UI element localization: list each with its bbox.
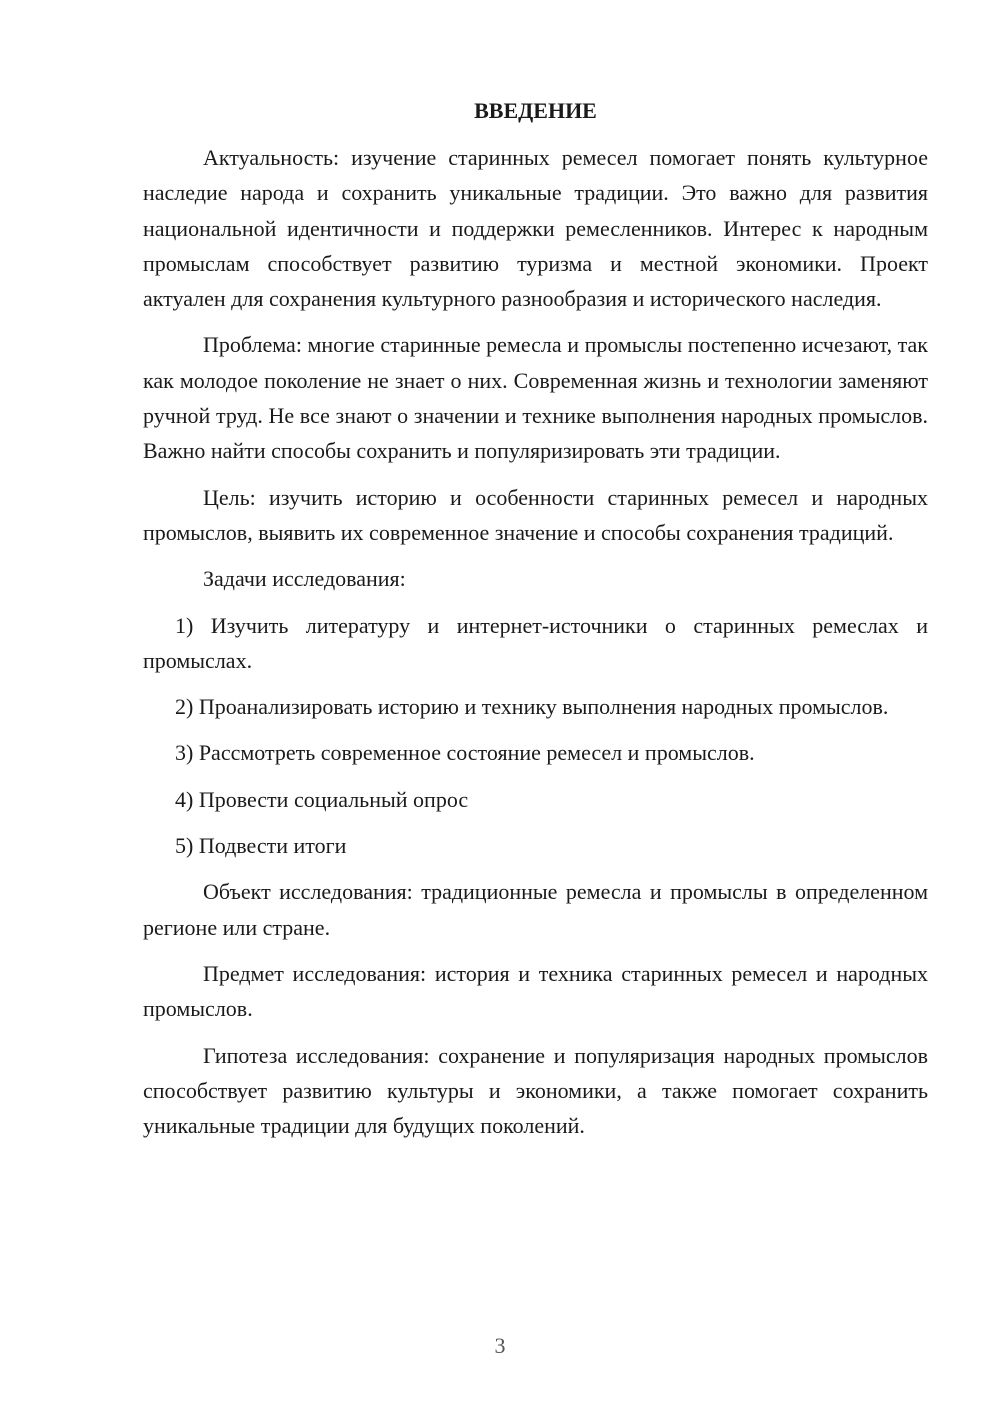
task-item: 2) Проанализировать историю и технику выполнения народных промыслов. [175,694,889,720]
paragraph-relevance: Актуальность: изучение старинных ремесел помогает понять культурное наследие народа и сохранить уникальные традиции. Это важно для развития национальной идентичности и поддержки ремесленников. Интерес к народным промыслам способствует развитию туризма и местной экономики. Проект актуален для сохранения культурного разнообразия и исторического наследия. [143,145,928,312]
page-number: 3 [494,1333,506,1358]
task-item: 1) Изучить литературу и интернет-источники о старинных ремеслах и промыслах. [143,612,928,673]
paragraph-subject: Предмет исследования: история и техника старинных ремесел и народных промыслов. [143,960,928,1022]
paragraph-problem: Проблема: многие старинные ремесла и промыслы постепенно исчезают, так как молодое поколение не знает о них. Современная жизнь и технологии заменяют ручной труд. Не все знают о значении и технике выполнения народных промыслов. Важно найти способы сохранить и популяризировать эти традиции. [143,332,928,464]
document-page [143,96,928,1154]
paragraph-hypothesis: Гипотеза исследования: сохранение и популяризация народных промыслов способствует развитию культуры и экономики, а также помогает сохранить уникальные традиции для будущих поколений. [143,1042,928,1139]
paragraph-goal: Цель: изучить историю и особенности старинных ремесел и народных промыслов, выявить их современное значение и способы сохранения традиций. [143,484,928,545]
task-item: 5) Подвести итоги [175,833,347,859]
tasks-heading: Задачи исследования: [203,566,406,592]
task-item: 3) Рассмотреть современное состояние ремесел и промыслов. [175,740,755,766]
task-item: 4) Провести социальный опрос [175,786,469,812]
paragraph-object: Объект исследования: традиционные ремесла и промыслы в определенном регионе или стране. [143,879,928,940]
page-title: ВВЕДЕНИЕ [474,98,597,123]
